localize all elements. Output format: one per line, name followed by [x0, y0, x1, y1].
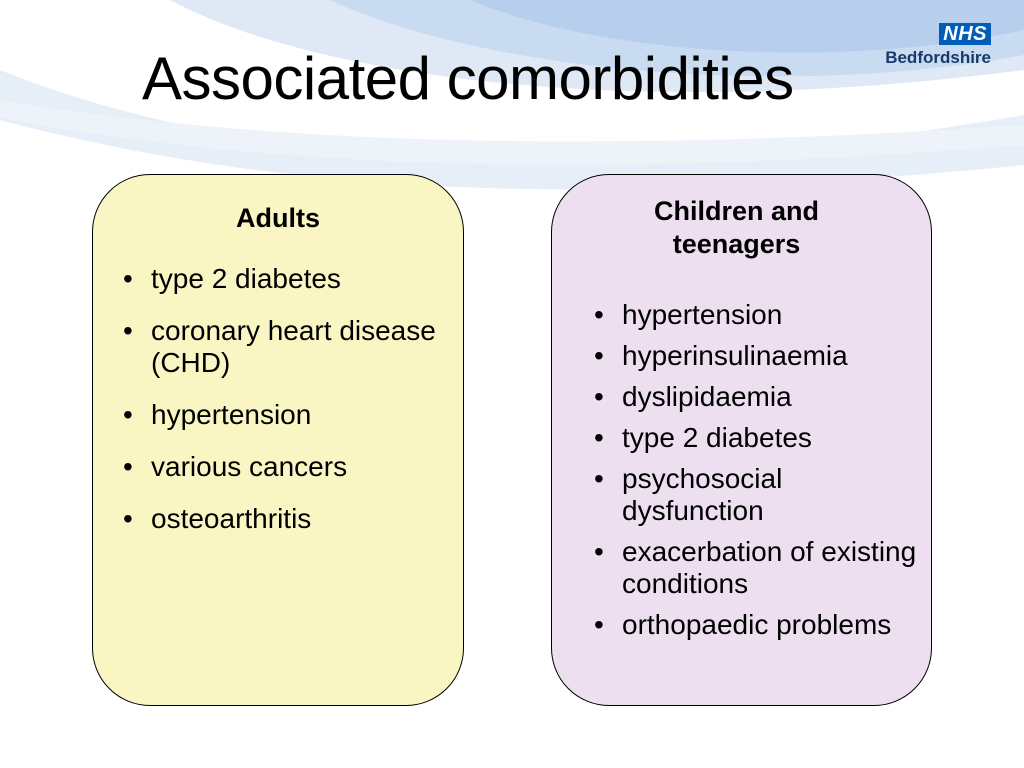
bullet-point: • — [123, 315, 133, 346]
list-item-text: orthopaedic problems — [622, 609, 892, 640]
list-item — [594, 609, 921, 641]
list-item-text: hypertension — [151, 399, 312, 430]
organisation-name: Bedfordshire — [885, 48, 991, 67]
list-item — [123, 315, 443, 379]
list-item-text: hyperinsulinaemia — [622, 340, 848, 371]
nhs-bedfordshire-logo — [861, 23, 991, 68]
bullet-point: • — [123, 263, 133, 294]
bullet-point: • — [594, 609, 604, 640]
list-item-text: various cancers — [151, 451, 348, 482]
adults-list — [93, 263, 463, 535]
adults-panel — [92, 174, 464, 706]
list-item — [594, 422, 921, 454]
list-item — [594, 299, 921, 331]
list-item — [594, 340, 921, 372]
list-item — [123, 451, 443, 483]
list-item — [123, 503, 443, 535]
bullet-point: • — [123, 451, 133, 482]
adults-heading: Adults — [236, 203, 320, 233]
list-item-text: dyslipidaemia — [622, 381, 792, 412]
list-item-text: hypertension — [622, 299, 783, 330]
bullet-point: • — [594, 422, 604, 453]
bullet-point: • — [594, 463, 604, 494]
list-item — [123, 399, 443, 431]
bullet-point: • — [594, 536, 604, 567]
list-item — [594, 463, 921, 527]
nhs-logo-badge: NHS — [939, 23, 991, 45]
list-item-text: osteoarthritis — [151, 503, 312, 534]
children-heading: Children and teenagers — [653, 196, 819, 259]
list-item-text: exacerbation of existing conditions — [622, 536, 917, 599]
list-item-text: psychosocial dysfunction — [622, 463, 783, 526]
list-item-text: coronary heart disease (CHD) — [151, 315, 436, 378]
bullet-point: • — [123, 399, 133, 430]
list-item — [123, 263, 443, 295]
slide-title: Associated comorbidities — [142, 45, 794, 112]
children-panel — [551, 174, 932, 706]
bullet-point: • — [594, 340, 604, 371]
list-item-text: type 2 diabetes — [622, 422, 812, 453]
list-item — [594, 536, 921, 600]
bullet-point: • — [123, 503, 133, 534]
bullet-point: • — [594, 299, 604, 330]
children-list — [552, 299, 931, 641]
bullet-point: • — [594, 381, 604, 412]
list-item-text: type 2 diabetes — [151, 263, 341, 294]
list-item — [594, 381, 921, 413]
